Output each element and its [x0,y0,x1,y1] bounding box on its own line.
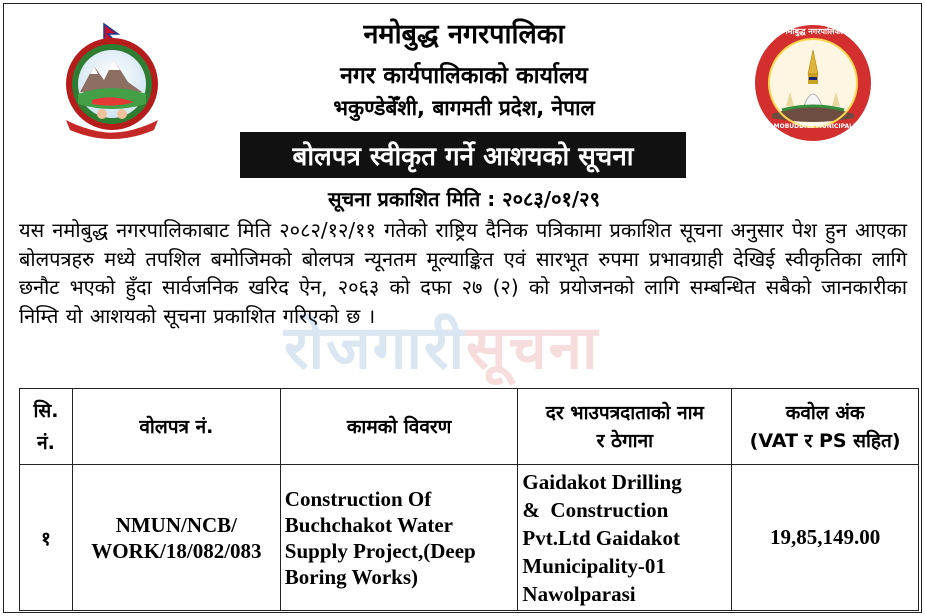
office-address: भकुण्डेबेँशी, बागमती प्रदेश, नेपाल [333,96,595,120]
header-serial-no [20,389,73,465]
watermark-part-2: सूचना [466,313,600,383]
row-amount: 19,85,149.00 [732,465,919,611]
table-header-row [20,389,919,465]
row-bidder-line: Nawolparasi [522,581,636,606]
row-description-line: Boring Works) [284,564,419,589]
notice-page [3,3,922,613]
header-description: कामको विवरण [280,389,518,465]
row-description [280,465,518,611]
municipality-name: नमोबुद्ध नगरपालिका [363,19,565,50]
row-description-line: Construction Of [284,486,432,511]
row-bidder-line: Gaidakot Drilling [522,469,682,494]
table-row [20,465,919,611]
office-name: नगर कार्यपालिकाको कार्यालय [340,63,588,89]
row-serial-no: १ [20,465,73,611]
header-serial-line-2: नं. [37,431,55,454]
municipality-logo-bottom-text: NAMOBUDDHA MUNICIPALITY [764,123,864,130]
notice-body: यस नमोबुद्ध नगरपालिकाबाट मिति २०८२/१२/११ गतेको राष्ट्रिय दैनिक पत्रिकामा प्रकाशित सूचना अनुसार पेश हुन आएका बोलपत्रहरु मध्ये तपशिल बमोजिमको बोलपत्र न्यूनतम मूल्याङ्कित एवं सारभूत रुपमा प्रभावग्राही देखिई स्वीकृतिका लागि छनौट भएको हुँदा सार्वजनिक खरिद ऐन, २०६३ को दफा २७ (२) को प्रयोजनको लागि सम्बन्धित सबैको जानकारीका निम्ति यो आशयको सूचना प्रकाशित गरिएको छ । [19,218,907,328]
header-bidder [518,389,732,465]
award-table [19,388,919,611]
row-bidder-line: Pvt.Ltd Gaidakot [522,525,680,550]
header-amount-line-2: (VAT र PS सहित) [749,429,901,452]
watermark-part-1: रोजगारी [284,313,466,383]
header-bidder-line-1: दर भाउपत्रदाताको नाम [545,401,704,424]
header-amount [732,389,919,465]
nepal-government-emblem [52,22,172,140]
notice-title-banner [240,132,686,178]
row-bidder [518,465,732,611]
row-bid-no-line-1: NMUN/NCB/ [115,512,238,537]
header-serial-line-1: सि. [33,399,59,422]
header-bidder-line-2: र ठेगाना [596,429,654,452]
publish-date: सूचना प्रकाशित मिति : २०८३/०१/२९ [328,187,600,211]
municipality-logo-ring-text: नमोबुद्ध नगरपालिका [783,27,843,36]
header-bid-no: वोलपत्र नं. [72,389,280,465]
row-bidder-line: & Construction [522,497,669,522]
row-description-line: Supply Project,(Deep [284,538,476,563]
row-bid-no [72,465,280,611]
row-description-line: Buchchakot Water [284,512,454,537]
notice-title: बोलपत्र स्वीकृत गर्ने आशयको सूचना [292,142,634,172]
header-amount-line-1: कवोल अंक [785,401,865,424]
row-bidder-line: Municipality-01 [522,553,666,578]
row-bid-no-line-2: WORK/18/082/083 [91,538,262,563]
